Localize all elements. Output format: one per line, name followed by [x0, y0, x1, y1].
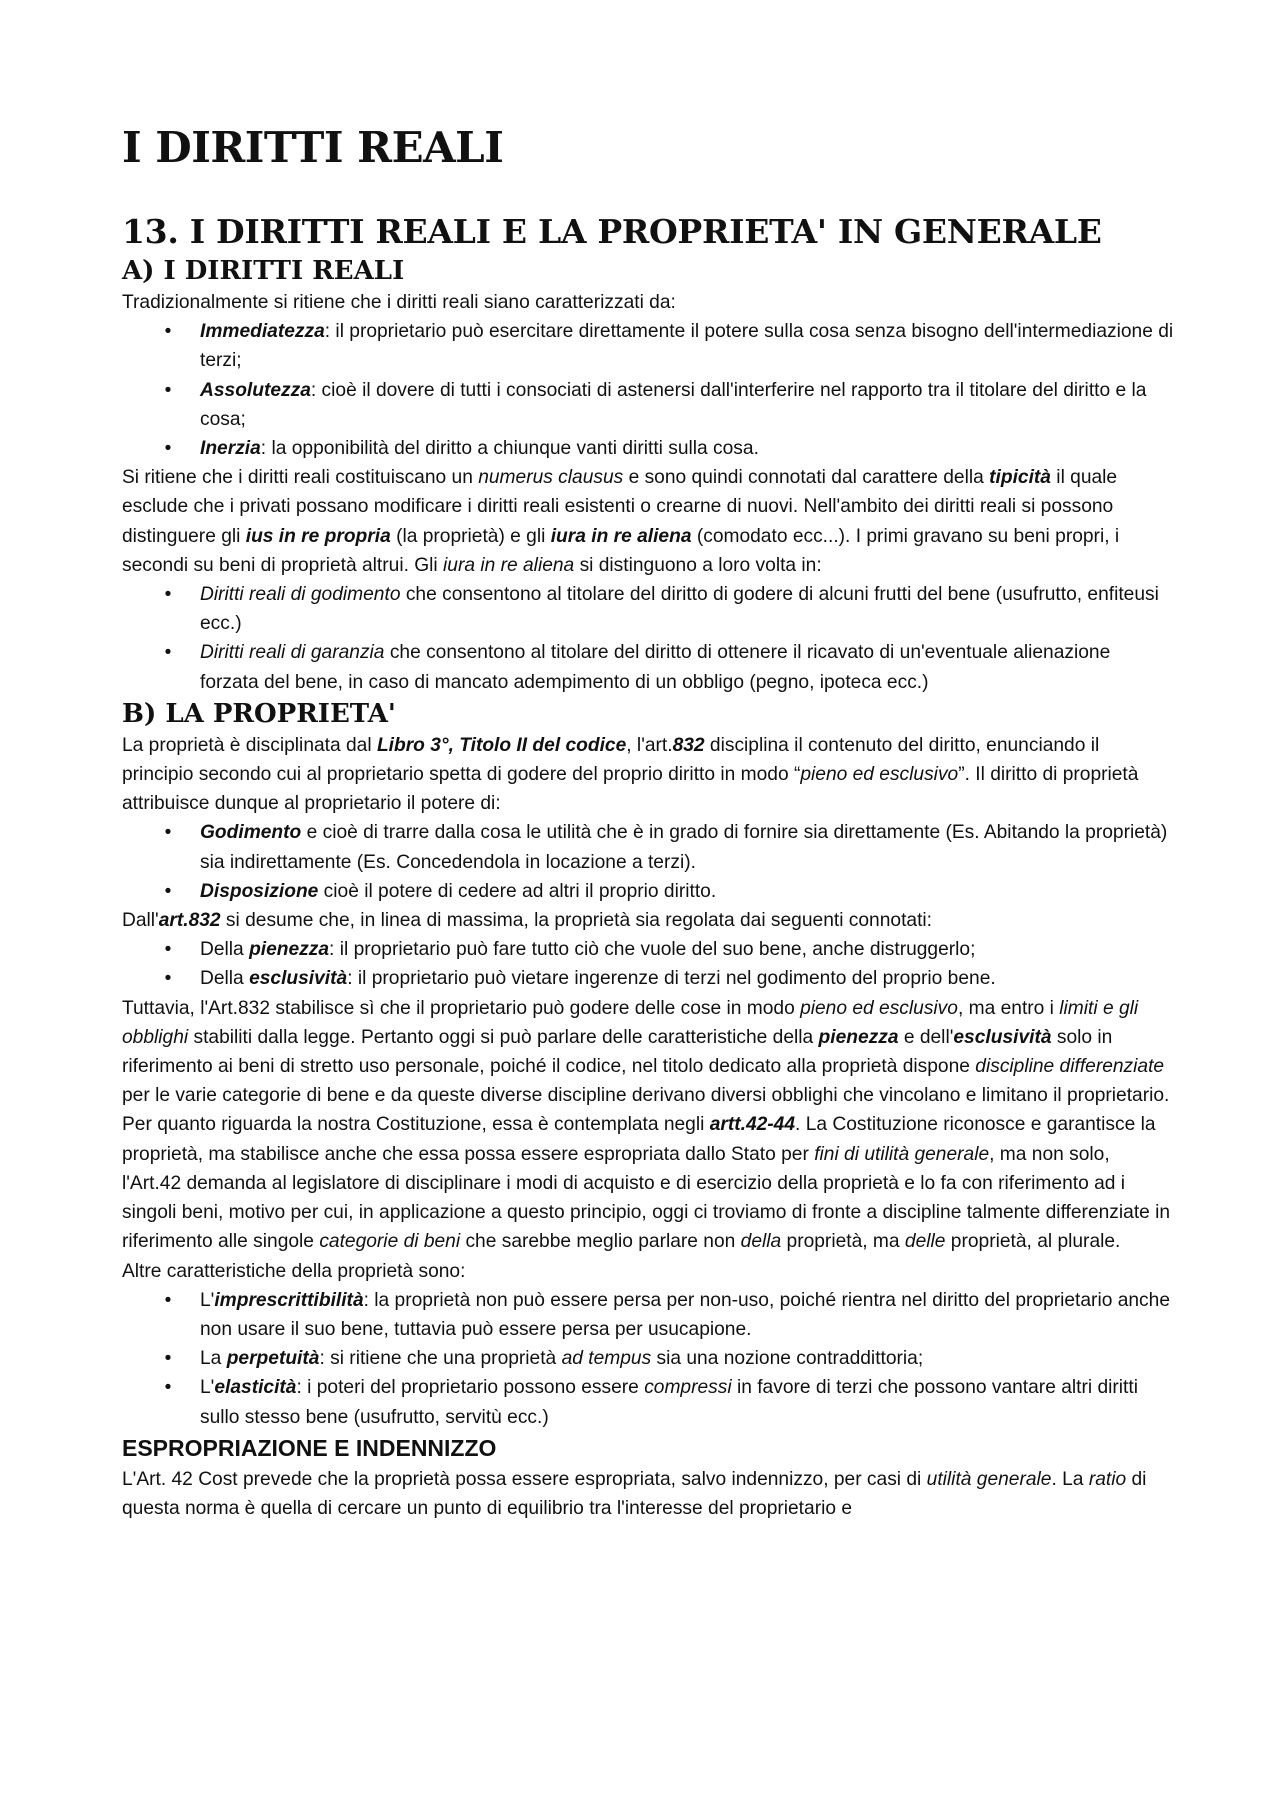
section-b-paragraph-4: Per quanto riguarda la nostra Costituzione, essa è contemplata negli artt.42-44. La Costituzione riconosce e garantisce la proprietà, ma stabilisce anche che essa possa essere espropriata dallo Stato per fini di utilità generale, ma non solo, l'Art.42 demanda al legislatore di disciplinare i modi di acquisto e di esercizio della proprietà e lo fa con riferimento ad i singoli beni, motivo per cui, in applicazione a questo principio, oggi ci troviamo di fronte a discipline talmente differenziate in riferimento alle singole categorie di beni che sarebbe meglio parlare non della proprietà, ma delle proprietà, al plurale.: [122, 1114, 1171, 1253]
bullet-icon: •: [164, 1377, 172, 1399]
list-item: • L'imprescrittibilità: la proprietà non può essere persa per non-uso, poiché rientra nel diritto del proprietario anche non usare il suo bene, tuttavia può essere persa per usucapione.: [122, 1286, 1174, 1344]
other-features-list: [122, 1286, 1174, 1432]
section-b-paragraph-3: Tuttavia, l'Art.832 stabilisce sì che il proprietario può godere delle cose in modo pieno ed esclusivo, ma entro i limiti e gli obblighi stabiliti dalla legge. Pertanto oggi si può parlare delle caratteristiche della pienezza e dell'esclusività solo in riferimento ai beni di stretto uso personale, poiché il codice, nel titolo dedicato alla proprietà dispone discipline differenziate per le varie categorie di bene e da queste diverse discipline derivano diversi obblighi che vincolano e limitano il proprietario.: [122, 997, 1170, 1107]
bullet-icon: •: [164, 822, 172, 844]
list-item: • Inerzia: la opponibilità del diritto a chiunque vanti diritti sulla cosa.: [122, 434, 1174, 463]
list-item: • Della pienezza: il proprietario può fare tutto ciò che vuole del suo bene, anche distruggerlo;: [122, 935, 1174, 964]
document-page: [122, 118, 1174, 1523]
section-b-heading: B) LA PROPRIETA': [122, 698, 396, 729]
section-a-intro: Tradizionalmente si ritiene che i diritti reali siano caratterizzati da:: [122, 292, 676, 313]
types-list: [122, 580, 1174, 697]
list-item: • Disposizione cioè il potere di cedere ad altri il proprio diritto.: [122, 877, 1174, 906]
features-list: [122, 935, 1174, 993]
bullet-icon: •: [164, 321, 172, 343]
powers-list: [122, 818, 1174, 906]
bullet-icon: •: [164, 968, 172, 990]
list-item: • Immediatezza: il proprietario può esercitare direttamente il potere sulla cosa senza bisogno dell'intermediazione di terzi;: [122, 317, 1174, 375]
document-title: I DIRITTI REALI: [122, 123, 504, 172]
section-c-paragraph: L'Art. 42 Cost prevede che la proprietà possa essere espropriata, salvo indennizzo, per casi di utilità generale. La ratio di questa norma è quella di cercare un punto di equilibrio tra l'interesse del proprietario e: [122, 1468, 1147, 1519]
bullet-icon: •: [164, 880, 172, 902]
traits-list: [122, 317, 1174, 463]
list-item: • Diritti reali di godimento che consentono al titolare del diritto di godere di alcuni frutti del bene (usufrutto, enfiteusi ecc.): [122, 580, 1174, 638]
bullet-icon: •: [164, 379, 172, 401]
list-item: • Godimento e cioè di trarre dalla cosa le utilità che è in grado di fornire sia direttamente (Es. Abitando la proprietà) sia indirettamente (Es. Concedendola in locazione a terzi).: [122, 818, 1174, 876]
bullet-icon: •: [164, 438, 172, 460]
section-a-paragraph: Si ritiene che i diritti reali costituiscano un numerus clausus e sono quindi connotati dal carattere della tipicità il quale esclude che i privati possano modificare i diritti reali esistenti o crearne di nuovi. Nell'ambito dei diritti reali si possono distinguere gli ius in re propria (la proprietà) e gli iura in re aliena (comodato ecc...). I primi gravano su beni propri, i secondi su beni di proprietà altrui. Gli iura in re aliena si distinguono a loro volta in:: [122, 467, 1120, 576]
list-item: • L'elasticità: i poteri del proprietario possono essere compressi in favore di terzi che possono vantare altri diritti sullo stesso bene (usufrutto, servitù ecc.): [122, 1373, 1174, 1431]
bullet-icon: •: [164, 939, 172, 961]
list-item: • La perpetuità: si ritiene che una proprietà ad tempus sia una nozione contraddittoria;: [122, 1344, 1174, 1373]
section-b-paragraph-1: La proprietà è disciplinata dal Libro 3°, Titolo II del codice, l'art.832 disciplina il contenuto del diritto, enunciando il principio secondo cui al proprietario spetta di godere del proprio diritto in modo “pieno ed esclusivo”. Il diritto di proprietà attribuisce dunque al proprietario il potere di:: [122, 734, 1139, 815]
chapter-heading: 13. I DIRITTI REALI E LA PROPRIETA' IN GENERALE: [122, 212, 1102, 251]
section-c-heading: ESPROPRIAZIONE E INDENNIZZO: [122, 1434, 497, 1461]
bullet-icon: •: [164, 1289, 172, 1311]
bullet-icon: •: [164, 1348, 172, 1370]
section-b-paragraph-5: Altre caratteristiche della proprietà sono:: [122, 1260, 466, 1282]
section-b-paragraph-2: Dall'art.832 si desume che, in linea di massima, la proprietà sia regolata dai seguenti connotati:: [122, 910, 932, 932]
bullet-icon: •: [164, 642, 172, 664]
section-a-heading: A) I DIRITTI REALI: [122, 256, 405, 286]
list-item: • Della esclusività: il proprietario può vietare ingerenze di terzi nel godimento del proprio bene.: [122, 964, 1174, 993]
list-item: • Assolutezza: cioè il dovere di tutti i consociati di astenersi dall'interferire nel rapporto tra il titolare del diritto e la cosa;: [122, 376, 1174, 434]
bullet-icon: •: [164, 584, 172, 606]
list-item: • Diritti reali di garanzia che consentono al titolare del diritto di ottenere il ricavato di un'eventuale alienazione forzata del bene, in caso di mancato adempimento di un obbligo (pegno, ipoteca ecc.): [122, 638, 1174, 696]
